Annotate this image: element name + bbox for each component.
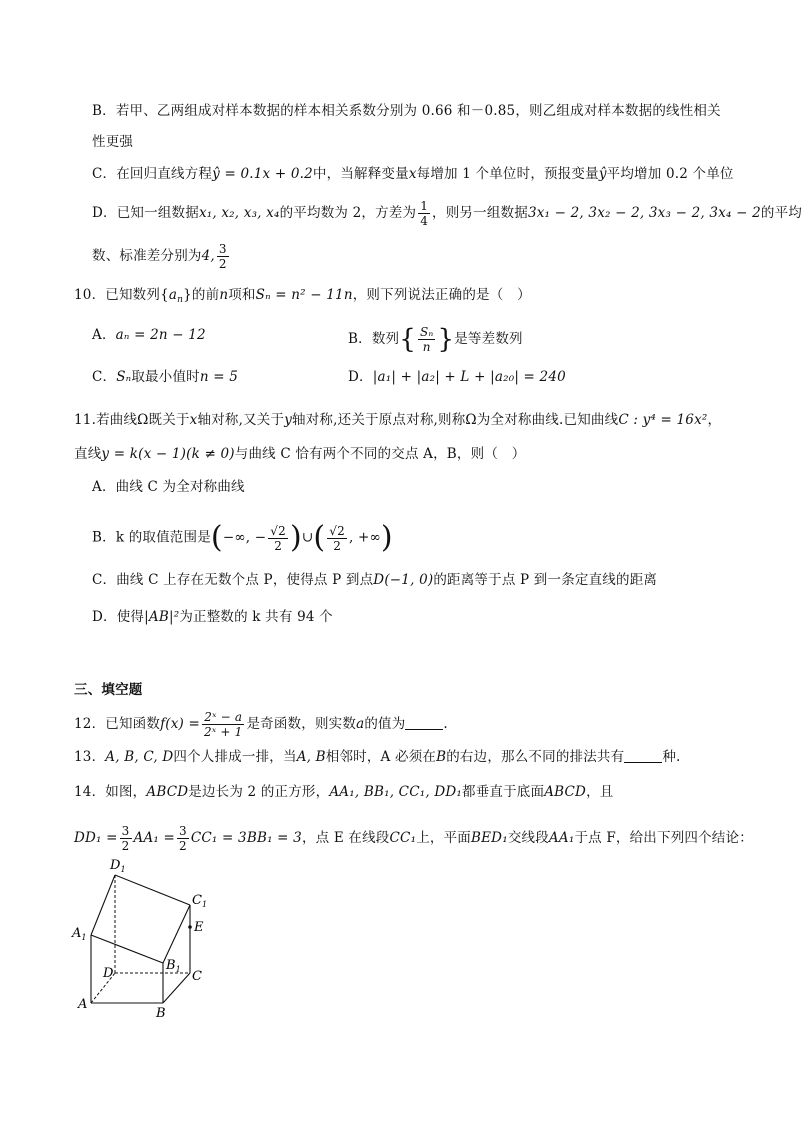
q9-c-post: 平均增加 0.2 个单位 — [606, 166, 734, 182]
q13-post: 的右边，那么不同的排法共有 — [446, 749, 625, 765]
q14-mid-plane: 上，平面 — [416, 830, 471, 846]
q12-post: 的值为 — [364, 716, 406, 732]
q9-d-mean: 4, — [201, 248, 215, 264]
q11-line-post: 与曲线 C 恰有两个不同的交点 A，B，则（ ） — [234, 446, 526, 462]
q11-mid: 轴对称,又关于 — [197, 412, 285, 428]
q14-mid-seg: 交线段 — [507, 830, 549, 846]
q11-stem-line2 — [74, 444, 525, 464]
q12 — [74, 710, 448, 739]
q9-c-x: x — [408, 166, 417, 182]
q14-post: ，且 — [586, 784, 614, 800]
q10-c-text: 取最小值时 — [131, 369, 200, 385]
q9-option-b-line1 — [92, 101, 721, 121]
q11-option-b: B．k 的取值范围是(−∞, − $\frac{√2}{2}$ )∪( $\frac{√2}{2}$ , +∞) — [92, 520, 393, 555]
q11-stem-line1 — [74, 410, 721, 430]
q11-c-post: 的距离等于点 P 到一条定直线的距离 — [433, 572, 658, 588]
q10-a-label: A． — [92, 327, 116, 343]
label-b1: $B_1$ — [166, 958, 181, 974]
q14-mid2: 都垂直于底面 — [462, 784, 545, 800]
q11-prefix: 11.若曲线Ω既关于 — [74, 412, 190, 428]
q12-prefix: 12．已知函数 — [74, 716, 161, 732]
edge-d1-c1 — [115, 875, 190, 905]
q14-aa1: AA₁ = — [133, 830, 176, 846]
q14-plane: BED₁ — [471, 830, 508, 846]
q14-line1 — [74, 782, 613, 802]
q9-d-line2-prefix: 数、标准差分别为 — [92, 248, 202, 264]
q14-dd1: DD₁ = — [74, 830, 118, 846]
q10-n: n — [219, 287, 229, 303]
q9-d-prefix: D．已知一组数据 — [92, 205, 199, 221]
q11-curve: C : y⁴ = 16x² — [618, 412, 708, 428]
q11-y: y — [284, 412, 293, 428]
q13-prefix: 13． — [74, 749, 106, 765]
q14-abcd2: ABCD — [544, 784, 587, 800]
q14-mid: 是边长为 2 的正方形， — [188, 784, 330, 800]
q11-b-interval2: , +∞ — [348, 529, 381, 546]
q10-b-label: B．数列 — [348, 331, 400, 347]
q9-d-variance-fraction: $\frac{1}{4}$ — [420, 199, 429, 228]
q10-b-post: 是等差数列 — [454, 331, 523, 347]
q10-c-eq: n = 5 — [199, 369, 239, 385]
q13-b: B — [436, 749, 447, 765]
q10-sequence: $\{a_n\}$ — [160, 287, 192, 305]
edge-a1-b1 — [91, 935, 163, 963]
q10-mid2: 项和 — [228, 287, 256, 303]
q11-c-prefix: C．曲线 C 上存在无数个点 P，使得点 P 到点 — [92, 572, 374, 588]
label-d: D — [103, 966, 114, 981]
q13-end: 种. — [662, 749, 681, 765]
q14-prism-figure — [70, 855, 220, 1020]
q12-fx: f(x) = — [160, 716, 201, 732]
q11-line-eq: y = k(x − 1)(k ≠ 0) — [101, 446, 235, 462]
q12-a: a — [356, 716, 365, 732]
q10-stem — [74, 285, 531, 310]
q11-b-prefix: B．k 的取值范围是 — [92, 529, 211, 546]
q14-line2 — [74, 824, 753, 853]
q10-mid: 的前 — [191, 287, 220, 303]
q11-mid2: 轴对称,还关于原点对称,则称Ω为全对称曲线.已知曲线 — [292, 412, 619, 428]
q9-d-post: 的平均 — [760, 205, 802, 221]
q10-prefix: 10．已知数列 — [74, 287, 161, 303]
q13 — [74, 747, 681, 767]
q12-fraction: $\frac{\text{2ˣ − a}}{\text{2ˣ + 1}}$ — [204, 710, 243, 739]
q9-c-mid: 中，当解释变量 — [312, 166, 409, 182]
q14-prefix: 14．如图， — [74, 784, 147, 800]
q10-a-formula: aₙ = 2n − 12 — [115, 327, 206, 343]
q10-option-b: B．数列{ $\frac{\text{Sₙ}}{n}$ }是等差数列 — [348, 324, 523, 355]
q11-option-d — [92, 607, 333, 627]
q11-a-text: A．曲线 C 为全对称曲线 — [92, 479, 245, 495]
q9-option-d-line2 — [92, 242, 231, 271]
q13-ab: A, B — [296, 749, 326, 765]
q13-names: A, B, C, D — [105, 749, 174, 765]
q14-fraction1: $\frac{3}{2}$ — [121, 824, 130, 853]
label-c1: $C_1$ — [192, 893, 208, 909]
q10-c-label: C． — [92, 369, 117, 385]
q10-option-c — [92, 367, 238, 387]
q9-option-b-text-cont: 性更强 — [92, 134, 134, 150]
q9-c-equation: ŷ = 0.1x + 0.2 — [212, 166, 313, 182]
q13-mid2: 相邻时，A 必须在 — [325, 749, 437, 765]
q14-mid-e: ，点 E 在线段 — [301, 830, 390, 846]
q9-c-mid2: 每增加 1 个单位时，预报变量 — [416, 166, 599, 182]
q11-b-interval1: −∞, − — [222, 529, 267, 546]
label-d1: $D_1$ — [110, 858, 126, 874]
q11-x: x — [189, 412, 198, 428]
q9-option-b-line2 — [92, 132, 133, 152]
label-e: E — [194, 920, 204, 935]
q11-b-union: ∪ — [301, 529, 314, 546]
q10-post: ，则下列说法正确的是（ ） — [352, 287, 531, 303]
q11-option-c — [92, 570, 657, 590]
q9-option-b-text: B．若甲、乙两组成对样本数据的样本相关系数分别为 0.66 和－0.85，则乙组成对样本数据的线性相关 — [92, 103, 721, 119]
edge-b-c — [163, 973, 190, 1003]
q11-b-fraction1: $\frac{√2}{2}$ — [270, 523, 286, 553]
edge-d1-a1 — [91, 875, 115, 935]
q12-mid: 是奇函数，则实数 — [246, 716, 357, 732]
q11-option-a — [92, 477, 245, 497]
q14-abcd: ABCD — [146, 784, 189, 800]
label-a1: $A_1$ — [72, 926, 87, 942]
q9-d-std-fraction: $\frac{3}{2}$ — [218, 242, 227, 271]
q11-d-prefix: D．使得 — [92, 609, 145, 625]
q14-cc1: CC₁ — [389, 830, 417, 846]
label-b: B — [156, 1006, 166, 1021]
q9-c-prefix: C．在回归直线方程 — [92, 166, 213, 182]
q14-rest: CC₁ = 3BB₁ = 3 — [190, 830, 302, 846]
label-a: A — [78, 997, 88, 1012]
q14-post2: 于点 F，给出下列四个结论： — [574, 830, 753, 846]
q10-option-a — [92, 325, 206, 345]
q9-d-data2: 3x₁ − 2, 3x₂ − 2, 3x₃ − 2, 3x₄ − 2 — [527, 205, 761, 221]
q10-sn-formula: Sₙ = n² − 11n — [255, 287, 353, 303]
q11-d-post: 为正整数的 k 共有 94 个 — [179, 609, 333, 625]
q11-post: ， — [707, 412, 722, 428]
q9-d-mid: 的平均数为 2，方差为 — [279, 205, 417, 221]
q11-d-ab: |AB|² — [144, 609, 180, 625]
q12-answer-blank[interactable] — [405, 715, 443, 730]
q13-mid: 四个人排成一排，当 — [173, 749, 297, 765]
point-e — [188, 925, 192, 929]
q10-c-sn: Sₙ — [116, 369, 132, 385]
q12-end: . — [443, 716, 448, 732]
q9-c-y: ŷ — [598, 166, 607, 182]
q11-c-point: D(−1, 0) — [373, 572, 434, 588]
q13-answer-blank[interactable] — [624, 748, 662, 763]
q9-option-d-line1 — [92, 199, 802, 228]
label-c: C — [192, 969, 202, 984]
q14-fraction2: $\frac{3}{2}$ — [179, 824, 187, 853]
q10-d-formula: |a₁| + |a₂| + L + |a₂₀| = 240 — [372, 369, 566, 385]
edge-b1-c1 — [163, 905, 190, 963]
q10-option-d — [348, 367, 566, 387]
q10-d-label: D． — [348, 369, 373, 385]
q11-b-fraction2: $\frac{√2}{2}$ — [329, 523, 345, 553]
q14-edges: AA₁, BB₁, CC₁, DD₁ — [329, 784, 462, 800]
q14-aa1-seg: AA₁ — [548, 830, 575, 846]
section-title-fill-in: 三、填空题 — [74, 682, 143, 698]
q9-d-data: x₁, x₂, x₃, x₄ — [198, 205, 280, 221]
q11-line-prefix: 直线 — [74, 446, 102, 462]
q10-b-fraction: $\frac{\text{Sₙ}}{n}$ — [419, 325, 434, 354]
q9-option-c — [92, 164, 734, 184]
q9-d-mid2: ，则另一组数据 — [432, 205, 528, 221]
